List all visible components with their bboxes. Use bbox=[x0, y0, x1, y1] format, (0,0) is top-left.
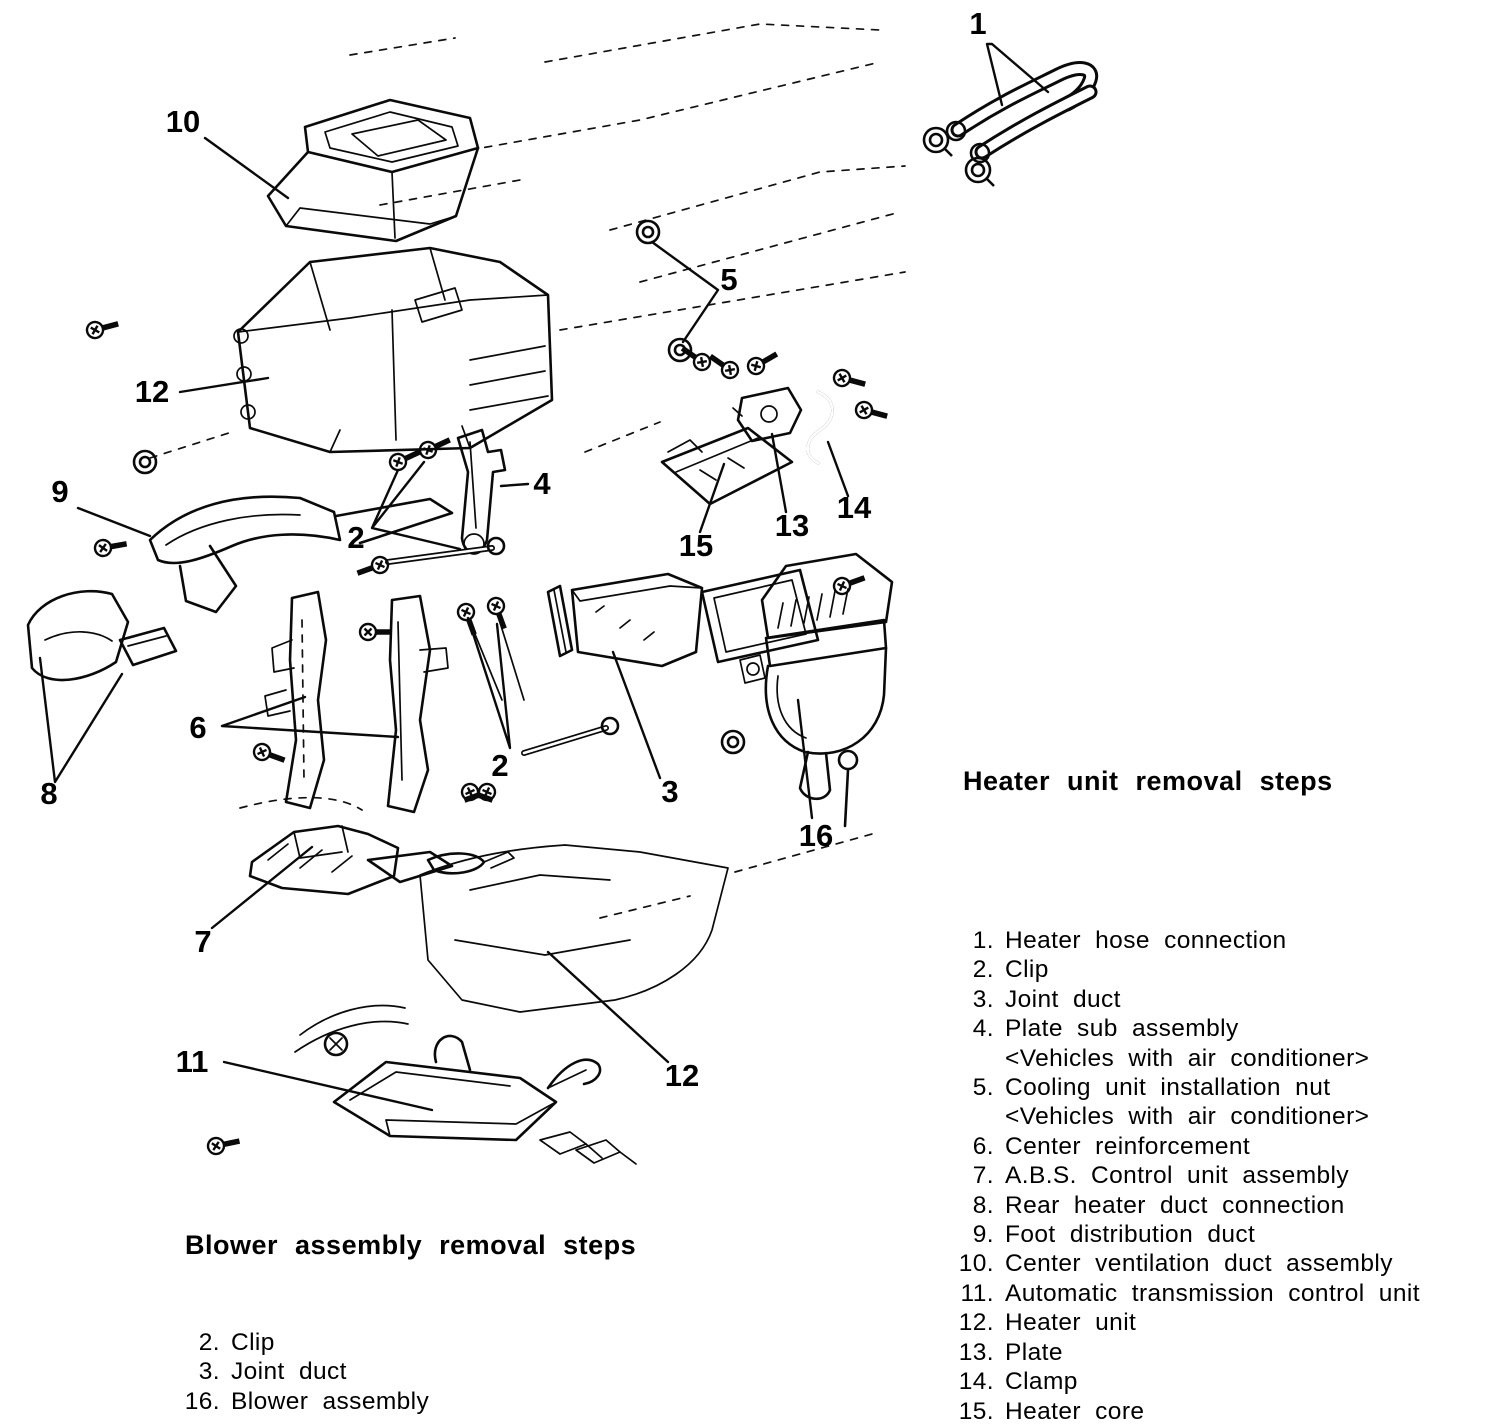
blower-removal-title: Blower assembly removal steps bbox=[185, 1230, 637, 1260]
list-item: 6. Center reinforcement bbox=[972, 1132, 1251, 1160]
callout-8: 8 bbox=[40, 776, 58, 811]
part-11-at-control-unit bbox=[207, 1033, 636, 1164]
callout-10: 10 bbox=[165, 104, 201, 139]
heater-parts-list bbox=[948, 926, 1420, 1426]
part-12-heater-unit bbox=[85, 248, 552, 473]
list-item: 13. Plate bbox=[958, 1338, 1063, 1366]
callout-12-lower: 12 bbox=[664, 1058, 700, 1093]
part-6-center-reinforcement bbox=[222, 592, 495, 812]
callout-1: 1 bbox=[969, 6, 987, 41]
heater-removal-title: Heater unit removal steps bbox=[963, 766, 1333, 796]
callout-11: 11 bbox=[175, 1044, 209, 1079]
list-item: 1. Heater hose connection bbox=[972, 927, 1287, 954]
callout-3: 3 bbox=[661, 774, 679, 809]
list-item: 15. Heater core bbox=[958, 1397, 1145, 1425]
callout-2-lower: 2 bbox=[491, 748, 509, 783]
list-item: 16. Blower assembly bbox=[184, 1387, 430, 1415]
part-2-clips-upper bbox=[355, 433, 504, 581]
list-item: 3. Joint duct bbox=[972, 985, 1121, 1013]
part-9-foot-distribution-duct bbox=[94, 497, 452, 612]
list-item: 3. Joint duct bbox=[198, 1358, 347, 1386]
callout-16: 16 bbox=[798, 818, 834, 853]
list-item: 8. Rear heater duct connection bbox=[972, 1191, 1345, 1219]
list-item: 10. Center ventilation duct assembly bbox=[958, 1250, 1393, 1278]
floor-pan-outline bbox=[295, 845, 728, 1052]
callout-5: 5 bbox=[720, 262, 738, 297]
callout-7: 7 bbox=[194, 924, 212, 959]
list-item: 9. Foot distribution duct bbox=[972, 1221, 1256, 1249]
part-13-plate bbox=[733, 347, 801, 441]
list-item-note: <Vehicles with air conditioner> bbox=[1005, 1103, 1370, 1131]
list-item: 12. Heater unit bbox=[958, 1309, 1137, 1337]
callout-14: 14 bbox=[836, 490, 872, 525]
list-item: 2. Clip bbox=[972, 956, 1049, 984]
list-item-note: <Vehicles with air conditioner> bbox=[1005, 1044, 1370, 1072]
list-item: 5. Cooling unit installation nut bbox=[972, 1074, 1331, 1102]
blower-parts-list bbox=[160, 1328, 429, 1416]
part-2-clips-lower bbox=[456, 596, 618, 808]
part-5-cooling-unit-nuts bbox=[637, 221, 718, 361]
callout-9: 9 bbox=[51, 474, 69, 509]
part-8-rear-heater-duct bbox=[28, 591, 176, 782]
callout-12: 12 bbox=[134, 374, 170, 409]
part-1-heater-hose-connection bbox=[924, 44, 1091, 186]
list-item: 7. A.B.S. Control unit assembly bbox=[972, 1162, 1350, 1190]
part-14-clamp bbox=[808, 368, 890, 463]
callout-6: 6 bbox=[189, 710, 207, 745]
list-item: 11. Automatic transmission control unit bbox=[960, 1279, 1420, 1307]
part-10-center-ventilation-duct bbox=[268, 100, 478, 241]
callout-15: 15 bbox=[678, 528, 714, 563]
part-7-abs-control-unit bbox=[250, 826, 514, 894]
list-item: 4. Plate sub assembly bbox=[972, 1015, 1239, 1043]
callout-13: 13 bbox=[774, 508, 810, 543]
callout-2-upper: 2 bbox=[347, 520, 365, 555]
list-item: 14. Clamp bbox=[958, 1368, 1078, 1396]
list-item: 2. Clip bbox=[198, 1329, 275, 1356]
part-3-joint-duct bbox=[548, 570, 867, 683]
callout-4: 4 bbox=[533, 466, 551, 501]
